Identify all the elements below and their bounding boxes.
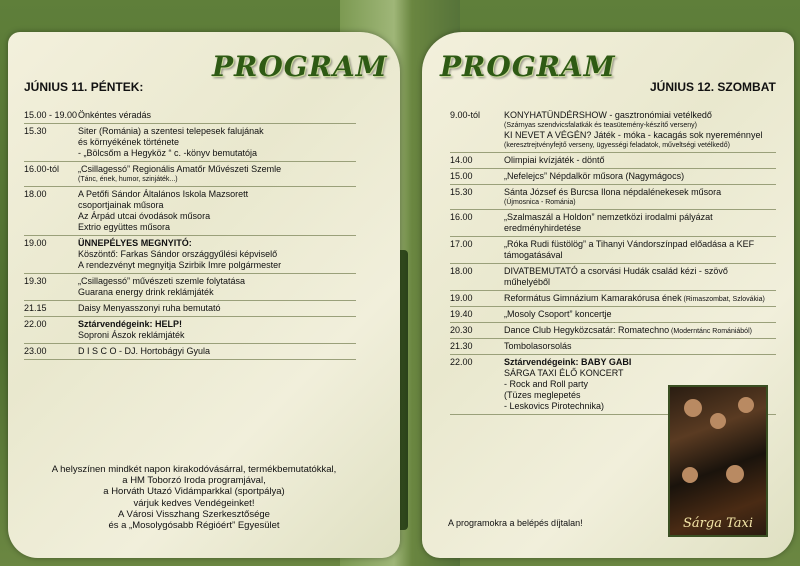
schedule-time: 18.00 [24,189,47,199]
schedule-time: 20.30 [450,325,473,335]
schedule-note: (Rimaszombat, Szlovákia) [681,296,765,303]
band-photo [668,385,768,537]
schedule-line: Olimpiai kvízjáték - döntő [504,155,605,165]
schedule-row [24,187,356,236]
schedule-headline: ÜNNEPÉLYES MEGNYITÓ: [78,238,192,248]
schedule-time: 22.00 [24,319,47,329]
schedule-row [24,301,356,317]
schedule-row [450,291,776,307]
schedule-time: 16.00 [450,212,473,222]
schedule-line: Tombolasorsolás [504,341,572,351]
schedule-time: 15.00 - 19.00 [24,110,78,120]
schedule-description [78,164,356,184]
left-day-heading: JÚNIUS 11. PÉNTEK: [24,80,144,94]
schedule-row [24,236,356,274]
schedule-line: „Mosoly Csoport” koncertje [504,309,612,319]
schedule-line: eredményhirdetése [504,223,582,233]
notice-line: A Városi Visszhang Szerkesztősége [118,508,270,520]
schedule-row [24,344,356,360]
schedule-time: 21.15 [24,303,47,313]
schedule-line: „Szalmaszál a Holdon” nemzetközi irodalmi pályázat [504,212,713,222]
schedule-row [24,274,356,301]
schedule-line: támogatásával [504,250,563,260]
schedule-note: (keresztrejtvényfejtő verseny, ügyességi feladatok, műveltségi vetélkedő) [504,142,730,149]
schedule-description [78,346,356,357]
schedule-line: csoportjainak műsora [78,200,164,210]
schedule-row [450,185,776,210]
schedule-description [504,155,776,166]
schedule-line: KI NEVET A VÉGÉN? Játék - móka - kacagás sok nyereménnyel [504,130,763,140]
notice-line: a Horváth Utazó Vidámparkkal (sportpálya) [103,486,285,498]
schedule-row [450,264,776,291]
schedule-line: KONYHATÜNDÉRSHOW - gasztronómiai vetélkedő [504,110,712,120]
schedule-time: 17.00 [450,239,473,249]
schedule-line: - Rock and Roll party [504,379,589,389]
schedule-row [450,108,776,153]
schedule-time: 19.30 [24,276,47,286]
schedule-description [78,303,356,314]
schedule-description [504,212,776,234]
schedule-description [78,276,356,298]
left-schedule [24,108,356,360]
schedule-line: D I S C O - DJ. Hortobágyi Gyula [78,346,211,356]
schedule-time: 19.00 [450,293,473,303]
schedule-line: Daisy Menyasszonyi ruha bemutató [78,303,221,313]
schedule-line: Köszöntő: Farkas Sándor országgyűlési képviselő [78,249,278,259]
schedule-row [24,124,356,162]
schedule-line: „Róka Rudi füstölög” a Tihanyi Vándorszínpad előadása a KEF [504,239,755,249]
schedule-line: Az Árpád utcai óvodások műsora [78,211,211,221]
schedule-line: „Csillagessó” Regionális Amatőr Művészeti Szemle [78,164,282,174]
schedule-row [24,317,356,344]
schedule-headline: Sztárvendégeink: BABY GABI [504,357,632,367]
schedule-row [24,162,356,187]
schedule-line: Siter (Románia) a szentesi telepesek falujának [78,126,264,136]
schedule-line: Guarana energy drink reklámjáték [78,287,214,297]
schedule-line: - Leskovics Pirotechnika) [504,401,605,411]
notice-line: a HM Toborzó Iroda programjával, [122,475,266,487]
schedule-description [78,189,356,233]
schedule-time: 16.00-tól [24,164,60,174]
schedule-note: (Szárnyas szendvicsfalatkák és teasütemény-készítő verseny) [504,122,697,129]
right-day-heading: JÚNIUS 12. SZOMBAT [650,80,776,94]
schedule-description [504,266,776,288]
schedule-time: 15.30 [24,126,47,136]
schedule-description [78,238,356,271]
schedule-line: DIVATBEMUTATÓ a csorvási Hudák család kézi - szövő [504,266,728,276]
schedule-description [78,319,356,341]
schedule-line: SÁRGA TAXI ÉLŐ KONCERT [504,368,624,378]
schedule-line: műhelyéből [504,277,551,287]
schedule-description [78,110,356,121]
schedule-line: Soproni Ászok reklámjáték [78,330,185,340]
right-program-title: PROGRAM [440,50,616,83]
schedule-note: (Moderntánc Romániából) [669,328,752,335]
schedule-line: A rendezvényt megnyitja Szirbik Imre polgármester [78,260,282,270]
schedule-row [450,339,776,355]
schedule-note: (Tánc, ének, humor, szinjáték...) [78,176,178,183]
schedule-line: A Petőfi Sándor Általános Iskola Mazsorett [78,189,249,199]
schedule-time: 14.00 [450,155,473,165]
schedule-headline: Sztárvendégeink: HELP! [78,319,183,329]
schedule-row [450,237,776,264]
notice-line: és a „Mosolygósabb Régióért” Egyesület [108,520,280,532]
schedule-description [78,126,356,159]
schedule-description [504,171,776,182]
schedule-description [504,341,776,352]
notice-line: A helyszínen mindkét napon kirakodóvásárral, termékbemutatókkal, [51,464,337,475]
schedule-description [504,239,776,261]
schedule-line: - „Bölcsőm a Hegyköz “ c. -könyv bemutatója [78,148,258,158]
schedule-description [504,309,776,320]
schedule-line: Önkéntes véradás [78,110,152,120]
photo-caption: Sárga Taxi [683,516,753,531]
schedule-time: 22.00 [450,357,473,367]
schedule-row [450,307,776,323]
footer-note: A programokra a belépés díjtalan! [448,518,583,528]
right-schedule [450,108,776,415]
schedule-time: 15.00 [450,171,473,181]
schedule-description [504,325,776,336]
schedule-description [504,110,776,150]
schedule-line: „Csillagessó” művészeti szemle folytatása [78,276,246,286]
schedule-line: és környékének története [78,137,180,147]
schedule-line: Dance Club Hegyközcsatár: Romatechno (Moderntánc Romániából) [504,325,752,335]
schedule-row [24,108,356,124]
schedule-description [504,293,776,304]
schedule-time: 23.00 [24,346,47,356]
schedule-description [504,187,776,207]
schedule-time: 19.00 [24,238,47,248]
schedule-row [450,210,776,237]
schedule-time: 19.40 [450,309,473,319]
schedule-line: Református Gimnázium Kamarakórusa ének (Rimaszombat, Szlovákia) [504,293,765,303]
left-program-title: PROGRAM [212,50,388,83]
schedule-time: 18.00 [450,266,473,276]
notice-text [24,464,364,531]
schedule-row [450,169,776,185]
schedule-note: (Újmosnica - Románia) [504,199,576,206]
schedule-row [450,153,776,169]
schedule-row [450,323,776,339]
schedule-time: 21.30 [450,341,473,351]
schedule-line: „Nefelejcs” Népdalkör műsora (Nagymágocs) [504,171,685,181]
schedule-time: 9.00-tól [450,110,481,120]
schedule-line: (Tüzes meglepetés [504,390,581,400]
schedule-line: Extrio együttes műsora [78,222,171,232]
schedule-time: 15.30 [450,187,473,197]
notice-line: várjuk kedves Vendégeinket! [133,497,255,509]
schedule-line: Sánta József és Burcsa Ilona népdalénekesek műsora [504,187,722,197]
